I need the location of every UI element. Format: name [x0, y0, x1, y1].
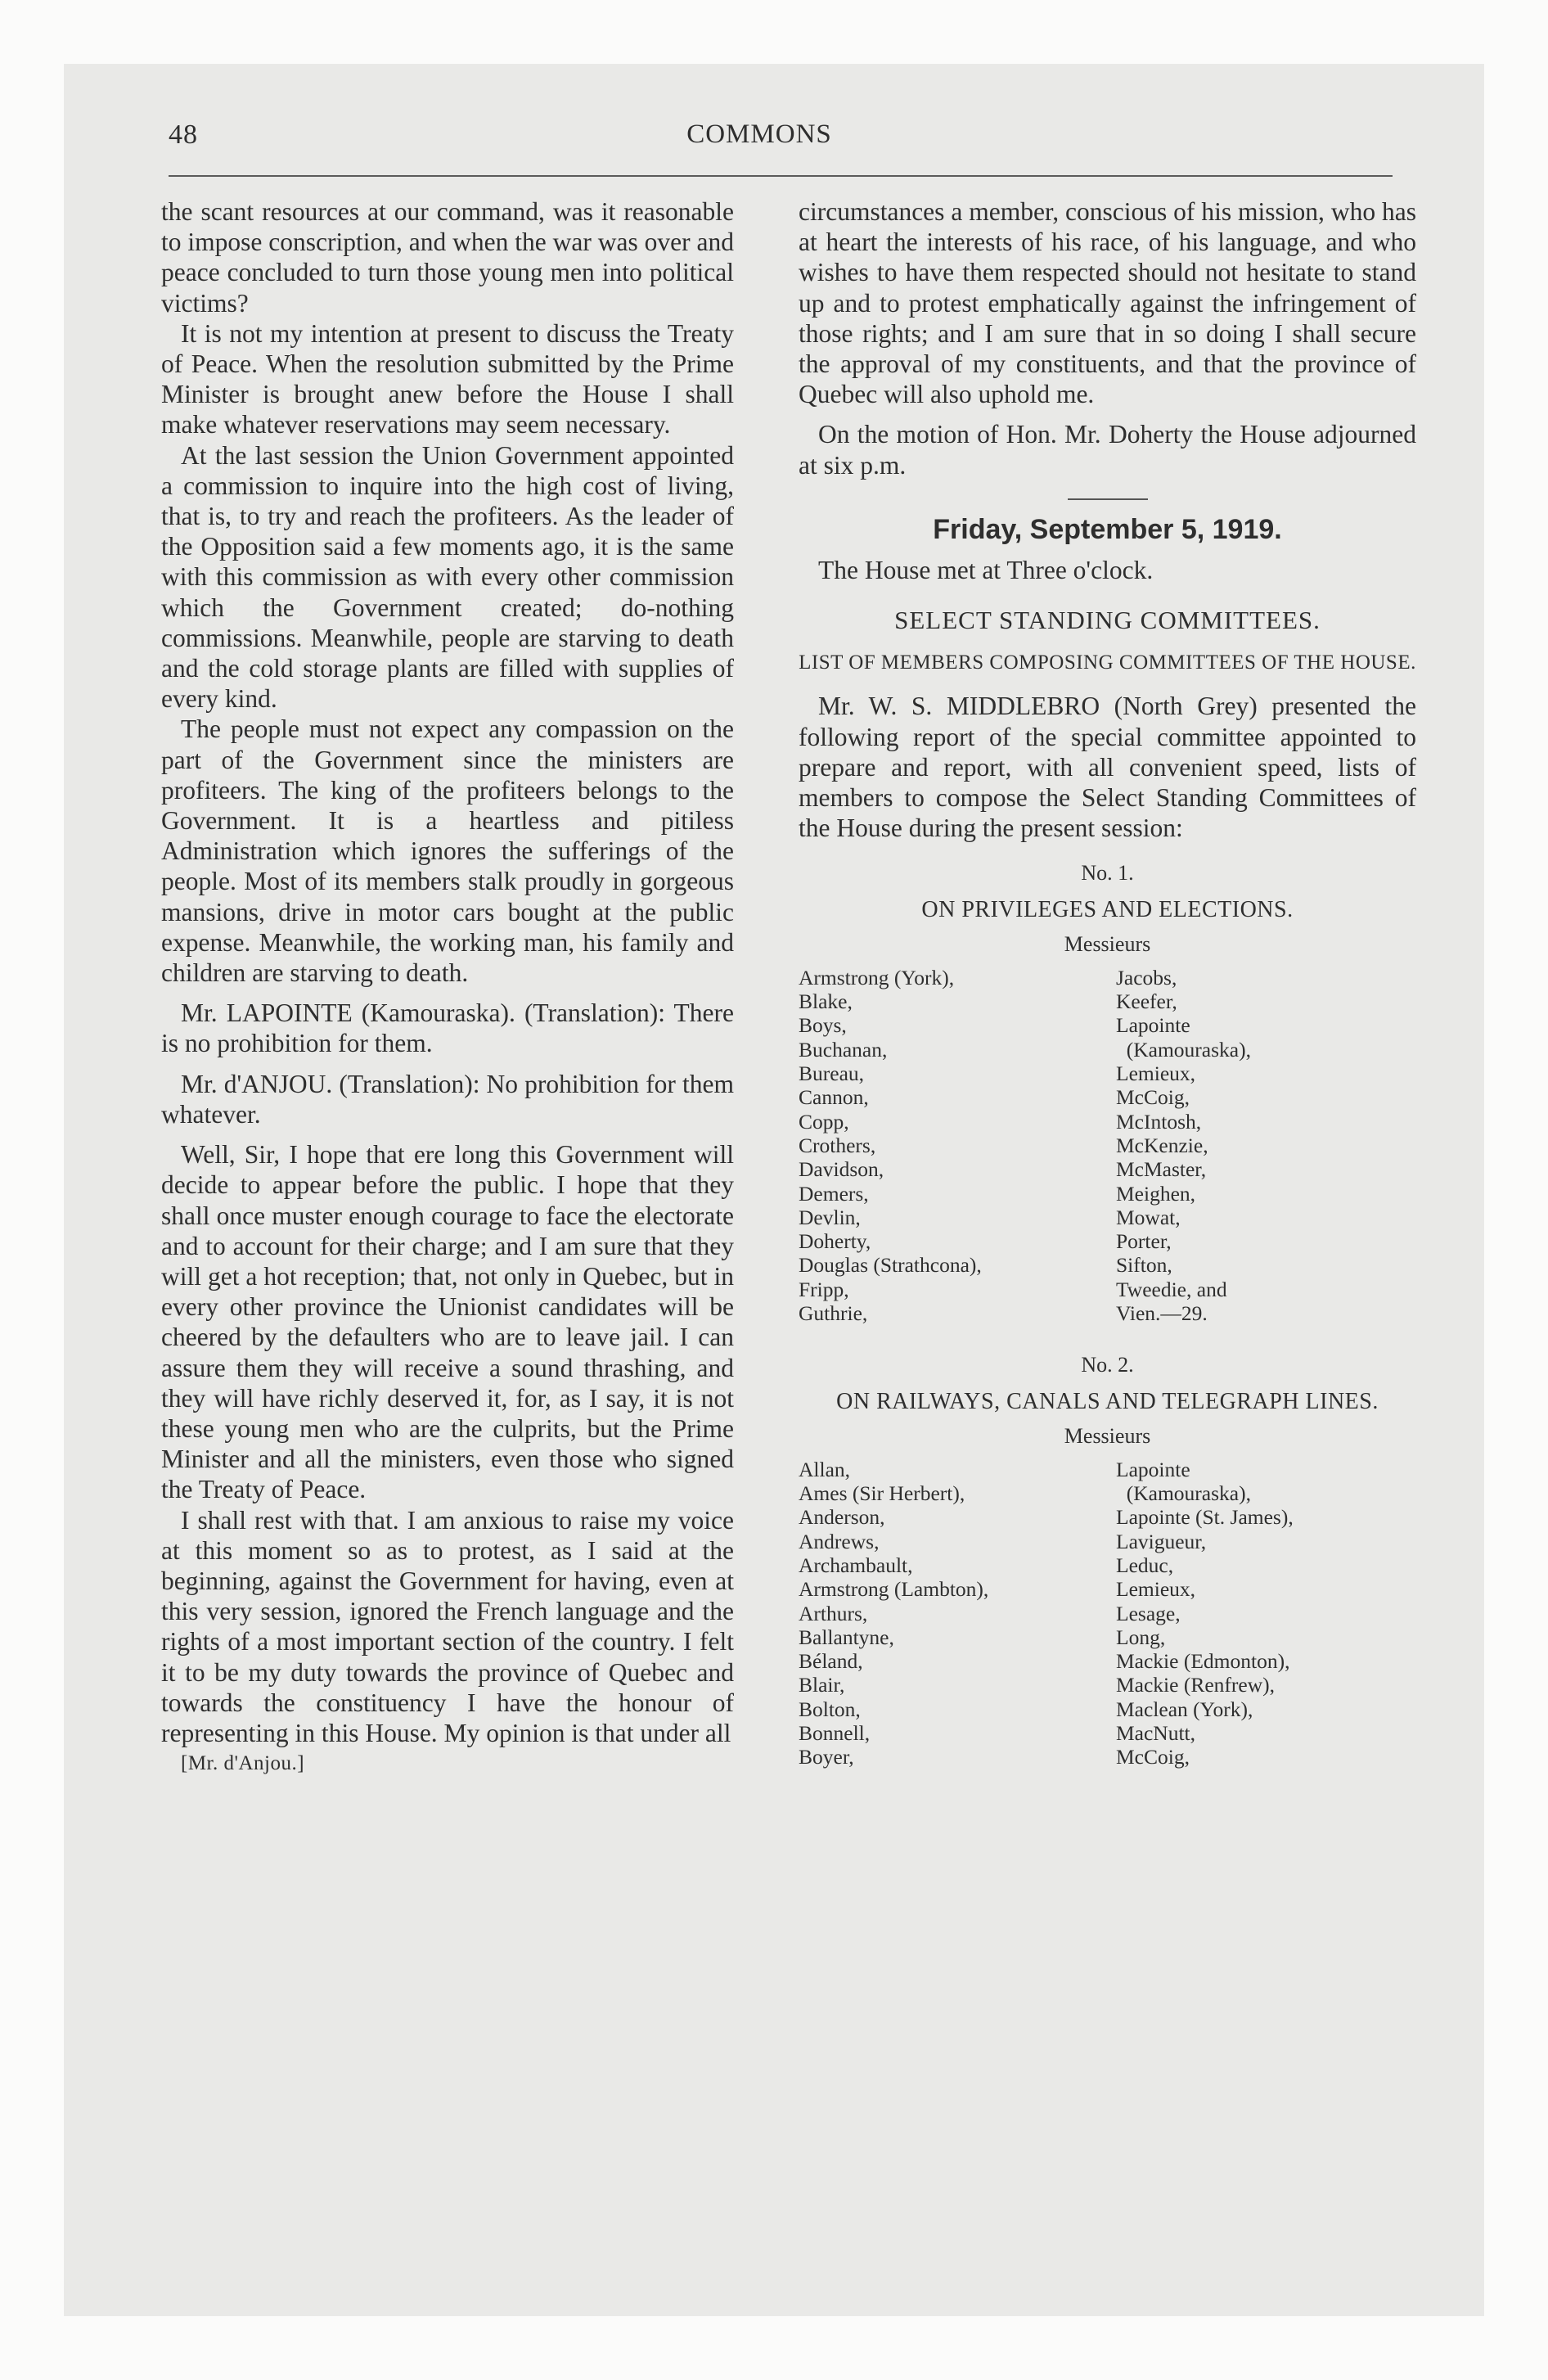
paragraph: Mr. d'ANJOU. (Translation): No prohibition for them whatever. — [161, 1069, 734, 1129]
member-name: Tweedie, and — [1116, 1277, 1227, 1301]
member-name: Buchanan, — [799, 1037, 888, 1062]
member-name: Guthrie, — [799, 1301, 868, 1326]
member-name: Davidson, — [799, 1157, 884, 1182]
messieurs-label: Messieurs — [1064, 931, 1151, 956]
member-name: Lapointe — [1116, 1457, 1190, 1481]
member-name: Lesage, — [1116, 1601, 1181, 1625]
page-number: 48 — [169, 119, 198, 150]
paragraph: I shall rest with that. I am anxious to raise my voice at this moment so as to protest, as I said at the beginning, against the Government for having, even at this very session, ignored the French language and the rights of a most important section of the country. I felt it to be my duty towards the province of Quebec and towards the constituency I have the honour of representing in this House. My opinion is that under all — [161, 1505, 734, 1747]
member-name: Vien.—29. — [1116, 1301, 1208, 1326]
member-name: Mackie (Renfrew), — [1116, 1673, 1275, 1697]
member-name: Jacobs, — [1116, 965, 1177, 989]
member-name: Ballantyne, — [799, 1625, 894, 1649]
member-name: Lapointe — [1116, 1013, 1190, 1038]
page-title: COMMONS — [686, 119, 832, 149]
member-name: Keefer, — [1116, 989, 1177, 1014]
member-list — [799, 1458, 1416, 1769]
member-name: Porter, — [1116, 1229, 1172, 1254]
member-list — [799, 966, 1416, 1325]
paragraph: At the last session the Union Government appointed a commission to inquire into the high cost of living, that is, to try and reach the profiteers. As the leader of the Opposition said a few moments ago, it is the same with this commission as with every other commission which the Government created; do-nothing commissions. Meanwhile, people are starving to death and the cold storage plants are filled with supplies of every kind. — [161, 440, 734, 714]
member-name: Maclean (York), — [1116, 1697, 1253, 1721]
paragraph: Well, Sir, I hope that ere long this Government will decide to appear before the public. I hope that they shall once muster enough courage to face the electorate and to account for their charge; and I am sure that they will get a hot reception; that, not only in Quebec, but in every other province the Unionist candidates will be cheered by the defaulters who are to leave jail. I can assure them they will receive a sound thrashing, and they will have richly deserved it, for, as I say, it is not these young men who are the culprits, but the Prime Minister and all the ministers, even those who signed the Treaty of Peace. — [161, 1140, 734, 1504]
member-name: Andrews, — [799, 1529, 880, 1553]
member-name: Doherty, — [799, 1229, 871, 1254]
right-column — [799, 196, 1416, 1769]
member-name: Armstrong (York), — [799, 965, 955, 989]
committee-number: No. 1. — [1081, 861, 1134, 886]
member-name: (Kamouraska), — [1116, 1481, 1251, 1506]
member-name: Lavigueur, — [1116, 1529, 1207, 1553]
header-rule — [169, 175, 1393, 177]
member-name: Copp, — [799, 1109, 849, 1134]
paragraph: circumstances a member, conscious of his mission, who has at heart the interests of his race, of his language, and who wishes to have them respected should not hesitate to stand up and to protest emphatically against the infringement of those rights; and I am sure that in so doing I shall secure the approval of my constituents, and that the province of Quebec will also uphold me. — [799, 197, 1416, 409]
member-name: Douglas (Strathcona), — [799, 1253, 982, 1278]
member-name: Cannon, — [799, 1085, 869, 1110]
member-name: Lemieux, — [1116, 1062, 1196, 1086]
paragraph: Mr. LAPOINTE (Kamouraska). (Translation): There is no prohibition for them. — [161, 998, 734, 1058]
member-name: MacNutt, — [1116, 1720, 1196, 1745]
member-name: Blake, — [799, 989, 853, 1014]
speaker-signature: [Mr. d'Anjou.] — [181, 1752, 305, 1775]
paragraph: the scant resources at our command, was it reasonable to impose conscription, and when the war was over and peace concluded to turn those young men into political victims? — [161, 197, 734, 318]
member-name: Lemieux, — [1116, 1577, 1196, 1602]
paragraph: Mr. W. S. MIDDLEBRO (North Grey) presented the following report of the special committee appointed to prepare and report, with all convenient speed, lists of members to compose the Select Standing Committees of the House during the present session: — [799, 692, 1416, 843]
member-name: Arthurs, — [799, 1601, 868, 1625]
member-name: Bureau, — [799, 1062, 865, 1086]
member-name: Devlin, — [799, 1205, 861, 1229]
member-name: Archambault, — [799, 1553, 913, 1577]
page-header — [105, 115, 1414, 157]
member-name: Fripp, — [799, 1277, 849, 1301]
member-name: Anderson, — [799, 1505, 885, 1530]
member-name: Boys, — [799, 1013, 847, 1038]
messieurs-label: Messieurs — [1064, 1423, 1151, 1448]
paragraph: It is not my intention at present to discuss the Treaty of Peace. When the resolution submitted by the Prime Minister is brought anew before the House I shall make whatever reservations may seem necessary. — [161, 318, 734, 439]
member-name: Sifton, — [1116, 1253, 1172, 1278]
member-name: Crothers, — [799, 1133, 876, 1157]
member-name: Armstrong (Lambton), — [799, 1577, 989, 1602]
date-heading: Friday, September 5, 1919. — [933, 513, 1282, 545]
member-name: Béland, — [799, 1649, 863, 1674]
section-divider — [1068, 498, 1148, 500]
member-name: McKenzie, — [1116, 1133, 1208, 1157]
member-column — [1116, 1458, 1416, 1769]
member-name: Demers, — [799, 1181, 869, 1206]
member-name: Leduc, — [1116, 1553, 1174, 1577]
member-name: Meighen, — [1116, 1181, 1196, 1206]
member-name: Mackie (Edmonton), — [1116, 1649, 1290, 1674]
member-name: Blair, — [799, 1673, 845, 1697]
section-heading: SELECT STANDING COMMITTEES. — [894, 606, 1321, 635]
member-name: McCoig, — [1116, 1085, 1190, 1110]
paragraph: On the motion of Hon. Mr. Doherty the House adjourned at six p.m. — [799, 420, 1416, 480]
list-heading: LIST OF MEMBERS COMPOSING COMMITTEES OF THE HOUSE. — [799, 651, 1416, 674]
member-name: Allan, — [799, 1457, 851, 1481]
member-name: Boyer, — [799, 1745, 854, 1769]
member-name: Mowat, — [1116, 1205, 1181, 1229]
member-name: McIntosh, — [1116, 1109, 1202, 1134]
paragraph: The people must not expect any compassion on the part of the Government since the ministers are profiteers. The king of the profiteers belongs to the Government. It is a heartless and pitiless Administration which ignores the sufferings of the people. Most of its members stalk proudly in gorgeous mansions, drive in motor cars bought at the public expense. Meanwhile, the working man, his family and children are starving to death. — [161, 714, 734, 988]
member-column — [799, 1458, 1116, 1769]
member-name: (Kamouraska), — [1116, 1037, 1251, 1062]
member-name: McMaster, — [1116, 1157, 1207, 1182]
member-column — [799, 966, 1116, 1325]
member-name: Ames (Sir Herbert), — [799, 1481, 965, 1506]
committee-title: ON RAILWAYS, CANALS AND TELEGRAPH LINES. — [836, 1388, 1379, 1414]
member-name: Lapointe (St. James), — [1116, 1505, 1294, 1530]
member-column — [1116, 966, 1416, 1325]
member-name: Bonnell, — [799, 1720, 871, 1745]
paragraph: The House met at Three o'clock. — [818, 556, 1154, 585]
member-name: McCoig, — [1116, 1745, 1190, 1769]
committee-title: ON PRIVILEGES AND ELECTIONS. — [921, 896, 1294, 922]
member-name: Bolton, — [799, 1697, 861, 1721]
member-name: Long, — [1116, 1625, 1166, 1649]
left-column — [161, 196, 734, 1778]
committee-number: No. 2. — [1081, 1353, 1134, 1377]
